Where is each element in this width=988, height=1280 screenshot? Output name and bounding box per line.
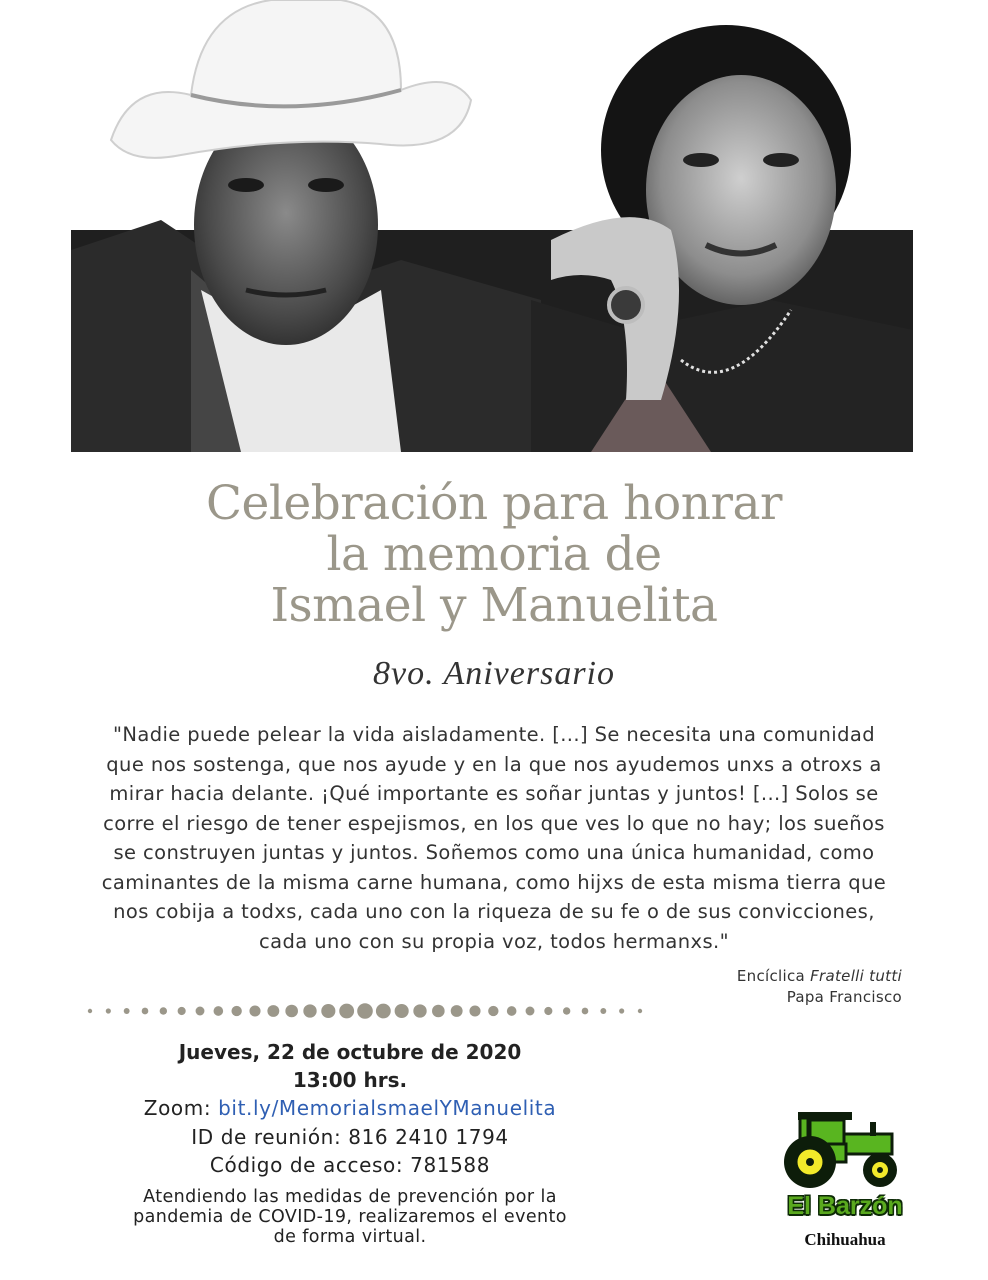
divider-dot	[357, 1003, 373, 1019]
divider-dot	[214, 1006, 224, 1016]
quote-line: que nos sostenga, que nos ayude y en la que nos ayudemos unxs a otroxs a	[106, 752, 882, 776]
quote-line: se construyen juntas y juntos. Soñemos como una única humanidad, como	[113, 841, 875, 864]
divider-dot	[619, 1008, 624, 1013]
divider-dot	[432, 1005, 445, 1018]
meeting-id: ID de reunión: 816 2410 1794	[191, 1124, 509, 1149]
couple-portrait-photo	[71, 0, 913, 452]
quote-line: corre el riesgo de tener espejismos, en los que ves lo que no hay; los sueños	[103, 811, 885, 835]
divider-dot	[178, 1007, 186, 1015]
quote-line: cada uno con su propia voz, todos hermanxs."	[259, 929, 729, 953]
divider-dot	[88, 1009, 92, 1013]
page-title	[0, 478, 988, 631]
tractor-icon	[770, 1100, 920, 1195]
source-prefix: Encíclica	[736, 967, 811, 985]
divider-dot	[196, 1007, 205, 1016]
divider-dot	[507, 1006, 517, 1016]
access-code: Código de acceso: 781588	[209, 1153, 491, 1177]
covid-note-line: de forma virtual.	[273, 1226, 427, 1247]
quote-line: caminantes de la misma carne humana, como hijxs de esta misma tierra que	[101, 870, 887, 894]
divider-dot	[303, 1004, 316, 1017]
divider-dot	[267, 1005, 279, 1017]
divider-dot	[638, 1009, 642, 1013]
el-barzon-logo	[770, 1100, 920, 1260]
divider-dot	[526, 1007, 535, 1016]
divider-dot	[469, 1005, 480, 1016]
anniversary-subtitle: 8vo. Aniversario	[372, 655, 615, 692]
event-time: 13:00 hrs.	[292, 1068, 408, 1092]
quote-line: nos cobija a todxs, cada uno con la riqueza de su fe o de sus convicciones,	[113, 900, 875, 923]
divider-dot	[413, 1004, 426, 1017]
divider-dot	[544, 1007, 552, 1015]
logo-subtitle: Chihuahua	[804, 1230, 886, 1249]
dotted-divider	[80, 996, 650, 1026]
title-line: Celebración para honrar	[206, 476, 782, 531]
quote-line: mirar hacia delante. ¡Qué importante es soñar juntas y juntos! [...] Solos se	[109, 782, 879, 805]
divider-dot	[321, 1004, 335, 1018]
divider-dot	[600, 1008, 606, 1014]
divider-dot	[376, 1004, 391, 1019]
divider-dot	[563, 1007, 570, 1014]
event-date: Jueves, 22 de octubre de 2020	[178, 1040, 522, 1064]
divider-dot	[106, 1008, 111, 1013]
covid-note-line: pandemia de COVID-19, realizaremos el evento	[133, 1206, 567, 1227]
covid-note	[70, 1187, 630, 1247]
divider-dot	[142, 1008, 149, 1015]
source-author: Papa Francisco	[786, 988, 902, 1006]
source-work: Fratelli tutti	[810, 967, 902, 985]
divider-dot	[488, 1006, 498, 1016]
zoom-link[interactable]: bit.ly/MemorialsmaelYManuelita	[218, 1096, 557, 1120]
covid-note-line: Atendiendo las medidas de prevención por la	[143, 1186, 557, 1207]
quote-line: "Nadie puede pelear la vida aisladamente. [...] Se necesita una comunidad	[112, 723, 875, 746]
title-line: la memoria de	[326, 527, 662, 582]
quote-block	[70, 720, 918, 956]
zoom-line	[70, 1094, 630, 1123]
divider-dot	[285, 1005, 298, 1018]
source-work-line	[737, 966, 902, 987]
divider-dot	[451, 1005, 463, 1017]
divider-dot	[339, 1004, 354, 1019]
divider-dot	[160, 1007, 167, 1014]
quote-source	[737, 966, 902, 1008]
divider-dot	[231, 1006, 241, 1016]
divider-dot	[124, 1008, 130, 1014]
divider-dot	[582, 1008, 589, 1015]
divider-dot	[249, 1005, 260, 1016]
event-details	[70, 1038, 630, 1247]
divider-dot	[395, 1004, 409, 1018]
zoom-label: Zoom:	[143, 1096, 219, 1120]
logo-name: El Barzón	[787, 1192, 903, 1220]
title-line: Ismael y Manuelita	[270, 578, 718, 633]
